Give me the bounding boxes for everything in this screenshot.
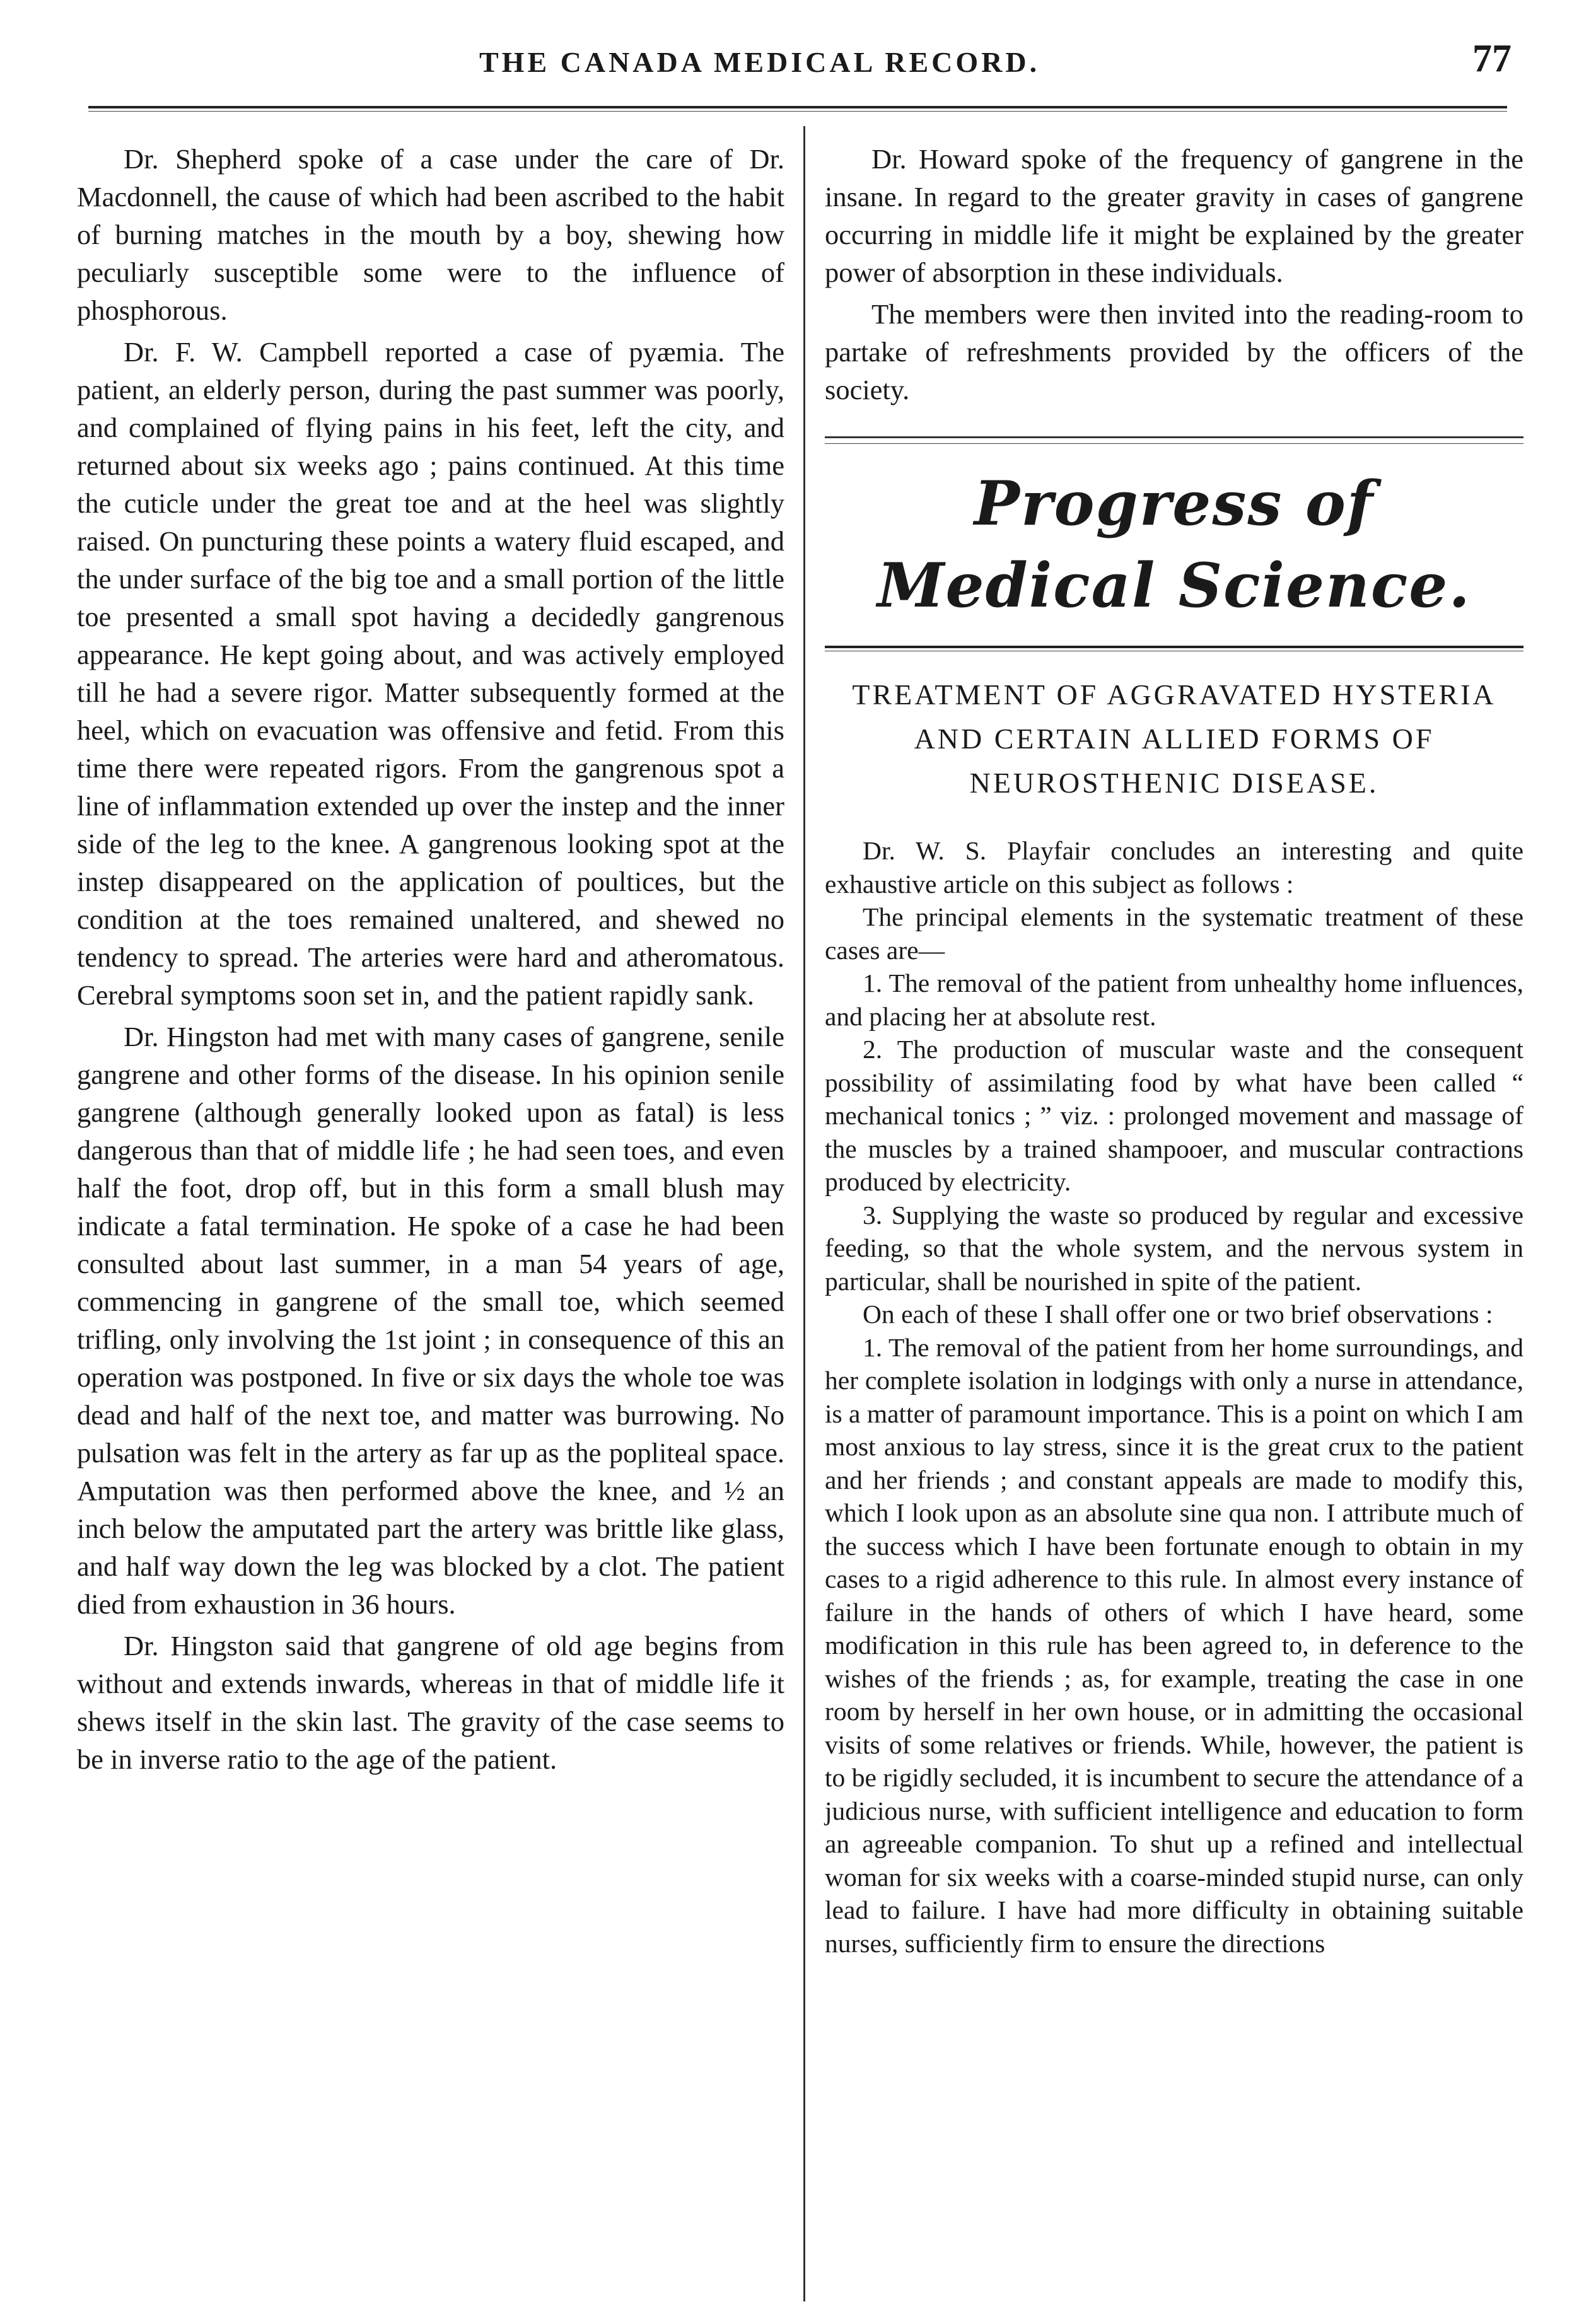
article-body [825, 834, 1523, 1960]
article-paragraph: Dr. W. S. Playfair concludes an interesting and quite exhaustive article on this subject as follows : [825, 836, 1523, 899]
page-number: 77 [1472, 37, 1512, 80]
paragraph: Dr. F. W. Campbell reported a case of pyæmia. The patient, an elderly person, during the past summer was poorly, and complained of flying pains in his feet, left the city, and returned about six weeks ago ; pains continued. At this time the cuticle under the great toe and at the heel was slightly raised. On puncturing these points a watery fluid escaped, and the under surface of the big toe and a small portion of the little toe presented a small spot having a decidedly gangrenous appearance. He kept going about, and was actively employed till he had a severe rigor. Matter subsequently formed at the heel, which on evacuation was offensive and fetid. From this time there were repeated rigors. From the gangrenous spot a line of inflammation extended up over the instep and the inner side of the leg to the knee. A gangrenous looking spot at the instep disappeared on the application of poultices, but the condition at the toes remained unaltered, and shewed no tendency to spread. The arteries were hard and atheromatous. Cerebral symptoms soon set in, and the patient rapidly sank. [77, 336, 784, 1011]
article-paragraph: 2. The production of muscular waste and the consequent possibility of assimilating food by what have been called “ mechanical tonics ; ” viz. : prolonged movement and massage of the muscles by a trained shampooer, and muscular contractions produced by electricity. [825, 1035, 1523, 1196]
paragraph: Dr. Shepherd spoke of a case under the care of Dr. Macdonnell, the cause of which had been ascribed to the habit of burning matches in the mouth by a boy, shewing how peculiarly susceptible some were to the influence of phosphorous. [77, 143, 784, 326]
header-rule [88, 106, 1507, 108]
running-title: THE CANADA MEDICAL RECORD. [479, 46, 1040, 78]
article-paragraph: The principal elements in the systematic treatment of these cases are— [825, 902, 1523, 965]
section-rule [825, 436, 1523, 438]
article-paragraph: 3. Supplying the waste so produced by regular and excessive feeding, so that the whole system, and the nervous system in particular, shall be nourished in spite of the patient. [825, 1200, 1523, 1296]
article-title: TREATMENT OF AGGRAVATED HYSTERIA AND CERTAIN ALLIED FORMS OF NEUROSTHENIC DISEASE. [852, 678, 1496, 799]
paragraph: Dr. Hingston had met with many cases of gangrene, senile gangrene and other forms of the disease. In his opinion senile gangrene (although generally looked upon as fatal) is less dangerous than that of middle life ; he had seen toes, and even half the foot, drop off, but in this form a small blush may indicate a fatal termination. He spoke of a case he had been consulted about last summer, in a man 54 years of age, commencing in gangrene of the small toe, which seemed trifling, only involving the 1st joint ; in consequence of this an operation was postponed. In five or six days the whole toe was dead and half of the next toe, and matter was burrowing. No pulsation was felt in the artery as far up as the popliteal space. Amputation was then performed above the knee, and ½ an inch below the amputated part the artery was brittle like glass, and half way down the leg was blocked by a clot. The patient died from exhaustion in 36 hours. [77, 1021, 784, 1620]
paragraph: Dr. Howard spoke of the frequency of gangrene in the insane. In regard to the greater gravity in cases of gangrene occurring in middle life it might be explained by the greater power of absorption in these individuals. [825, 143, 1523, 288]
right-column [825, 140, 1523, 1960]
header-rule-thin [88, 111, 1507, 112]
article-paragraph: 1. The removal of the patient from her home surroundings, and her complete isolation in lodgings with only a nurse in attendance, is a matter of paramount importance. This is a point on which I am most anxious to lay stress, since it is the great crux to the patient and her friends ; and constant appeals are made to modify this, which I look upon as an absolute sine qua non. I attribute much of the success which I have been fortunate enough to obtain in my cases to a rigid adherence to this rule. In almost every instance of failure in the hands of others of which I have heard, some modification in this rule has been agreed to, in deference to the wishes of the friends ; as, for example, treating the case in one room by herself in her own house, or in admitting the occasional visits of some relatives or friends. While, however, the patient is to be rigidly secluded, it is incumbent to secure the attendance of a judicious nurse, with sufficient intelligence and education to form an agreeable companion. To shut up a refined and intellectual woman for six weeks with a coarse-minded stupid nurse, can only lead to failure. I have had more difficulty in obtaining suitable nurses, sufficiently firm to ensure the directions [825, 1332, 1523, 1958]
column-divider [803, 126, 805, 2301]
paragraph: Dr. Hingston said that gangrene of old age begins from without and extends inwards, whereas in that of middle life it shews itself in the skin last. The gravity of the case seems to be in inverse ratio to the age of the patient. [77, 1630, 784, 1775]
paragraph: The members were then invited into the reading-room to partake of refreshments provided by the officers of the society. [825, 298, 1523, 405]
article-paragraph: On each of these I shall offer one or two brief observations : [863, 1300, 1493, 1329]
page-header [0, 0, 1596, 113]
section-rule-thin [825, 443, 1523, 444]
section-title: Progress of Medical Science. [877, 468, 1471, 621]
section-rule-bottom [825, 646, 1523, 648]
article-paragraph: 1. The removal of the patient from unhealthy home influences, and placing her at absolute rest. [825, 969, 1523, 1031]
left-column [77, 140, 784, 1782]
